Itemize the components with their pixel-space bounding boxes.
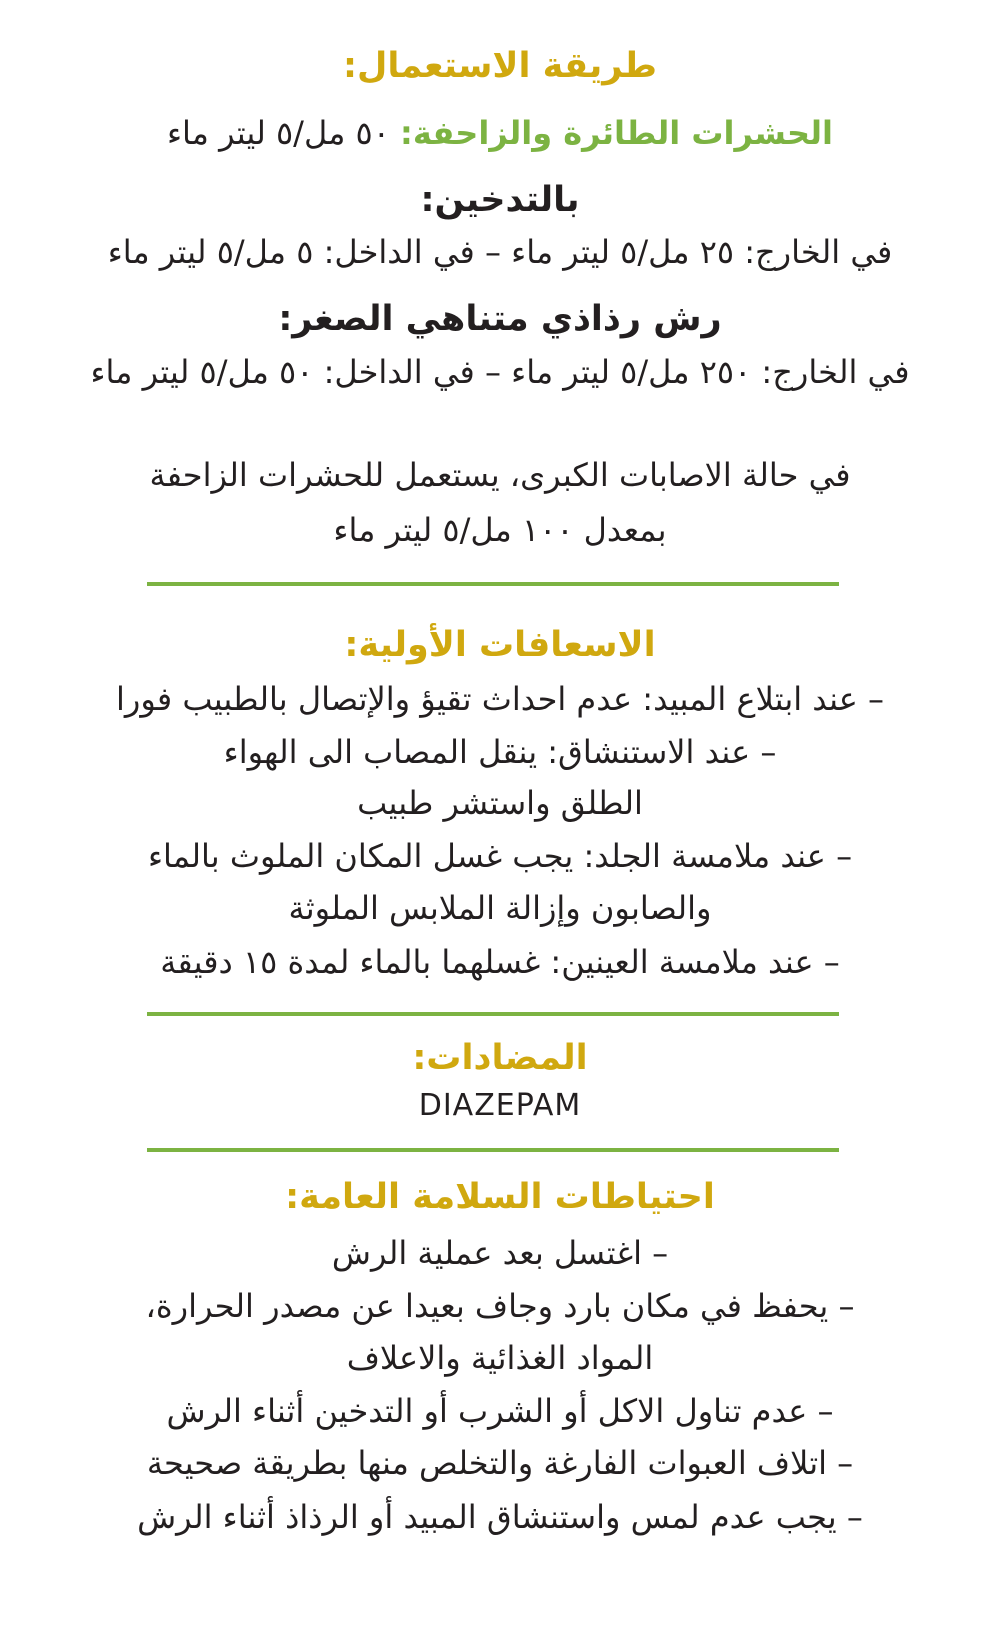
- fumigation-title: بالتدخين:: [420, 180, 580, 220]
- first-aid-line-2: – عند الاستنشاق: ينقل المصاب الى الهواء: [223, 733, 777, 771]
- safety-line-6: – يجب عدم لمس واستنشاق المبيد أو الرذاذ أثناء الرش: [137, 1498, 863, 1536]
- safety-title: احتياطات السلامة العامة:: [285, 1177, 715, 1217]
- antidote-value: DIAZEPAM: [418, 1088, 582, 1123]
- fumigation-dosage: في الخارج: ٢٥ مل/٥ ليتر ماء – في الداخل: ٥ مل/٥ ليتر ماء: [107, 233, 893, 271]
- major-infestation-line-1: في حالة الاصابات الكبرى، يستعمل للحشرات الزاحفة: [149, 456, 851, 494]
- first-aid-line-5: والصابون وإزالة الملابس الملوثة: [288, 889, 712, 927]
- safety-line-1: – اغتسل بعد عملية الرش: [331, 1234, 669, 1272]
- antidote-value-line: [30, 1082, 970, 1128]
- safety-line-4: – عدم تناول الاكل أو الشرب أو التدخين أثناء الرش: [166, 1392, 834, 1430]
- first-aid-line-3: الطلق واستشر طبيب: [357, 784, 643, 822]
- first-aid-line-4: – عند ملامسة الجلد: يجب غسل المكان الملوث بالماء: [147, 837, 853, 875]
- major-infestation-line-2: بمعدل ١٠٠ مل/٥ ليتر ماء: [333, 511, 667, 549]
- divider-3: [147, 1148, 839, 1152]
- ulv-dosage: في الخارج: ٢٥٠ مل/٥ ليتر ماء – في الداخل: ٥٠ مل/٥ ليتر ماء: [90, 353, 910, 391]
- insects-label: الحشرات الطائرة والزاحفة:: [400, 114, 833, 152]
- divider-1: [147, 582, 839, 586]
- first-aid-line-1: – عند ابتلاع المبيد: عدم احداث تقيؤ والإتصال بالطبيب فورا: [115, 680, 885, 718]
- usage-title: طريقة الاستعمال:: [343, 46, 657, 86]
- safety-line-3: المواد الغذائية والاعلاف: [346, 1339, 654, 1377]
- insects-value: ٥٠ مل/٥ ليتر ماء: [166, 114, 401, 152]
- first-aid-title: الاسعافات الأولية:: [344, 625, 656, 665]
- ulv-title: رش رذاذي متناهي الصغر:: [278, 299, 722, 339]
- safety-line-2: – يحفظ في مكان بارد وجاف بعيدا عن مصدر الحرارة،: [145, 1287, 855, 1325]
- divider-2: [147, 1012, 839, 1016]
- safety-line-5: – اتلاف العبوات الفارغة والتخلص منها بطريقة صحيحة: [146, 1444, 854, 1482]
- antidote-title: المضادات:: [412, 1038, 588, 1078]
- insects-dosage-line: [30, 111, 970, 155]
- first-aid-line-6: – عند ملامسة العينين: غسلهما بالماء لمدة ١٥ دقيقة: [160, 943, 840, 981]
